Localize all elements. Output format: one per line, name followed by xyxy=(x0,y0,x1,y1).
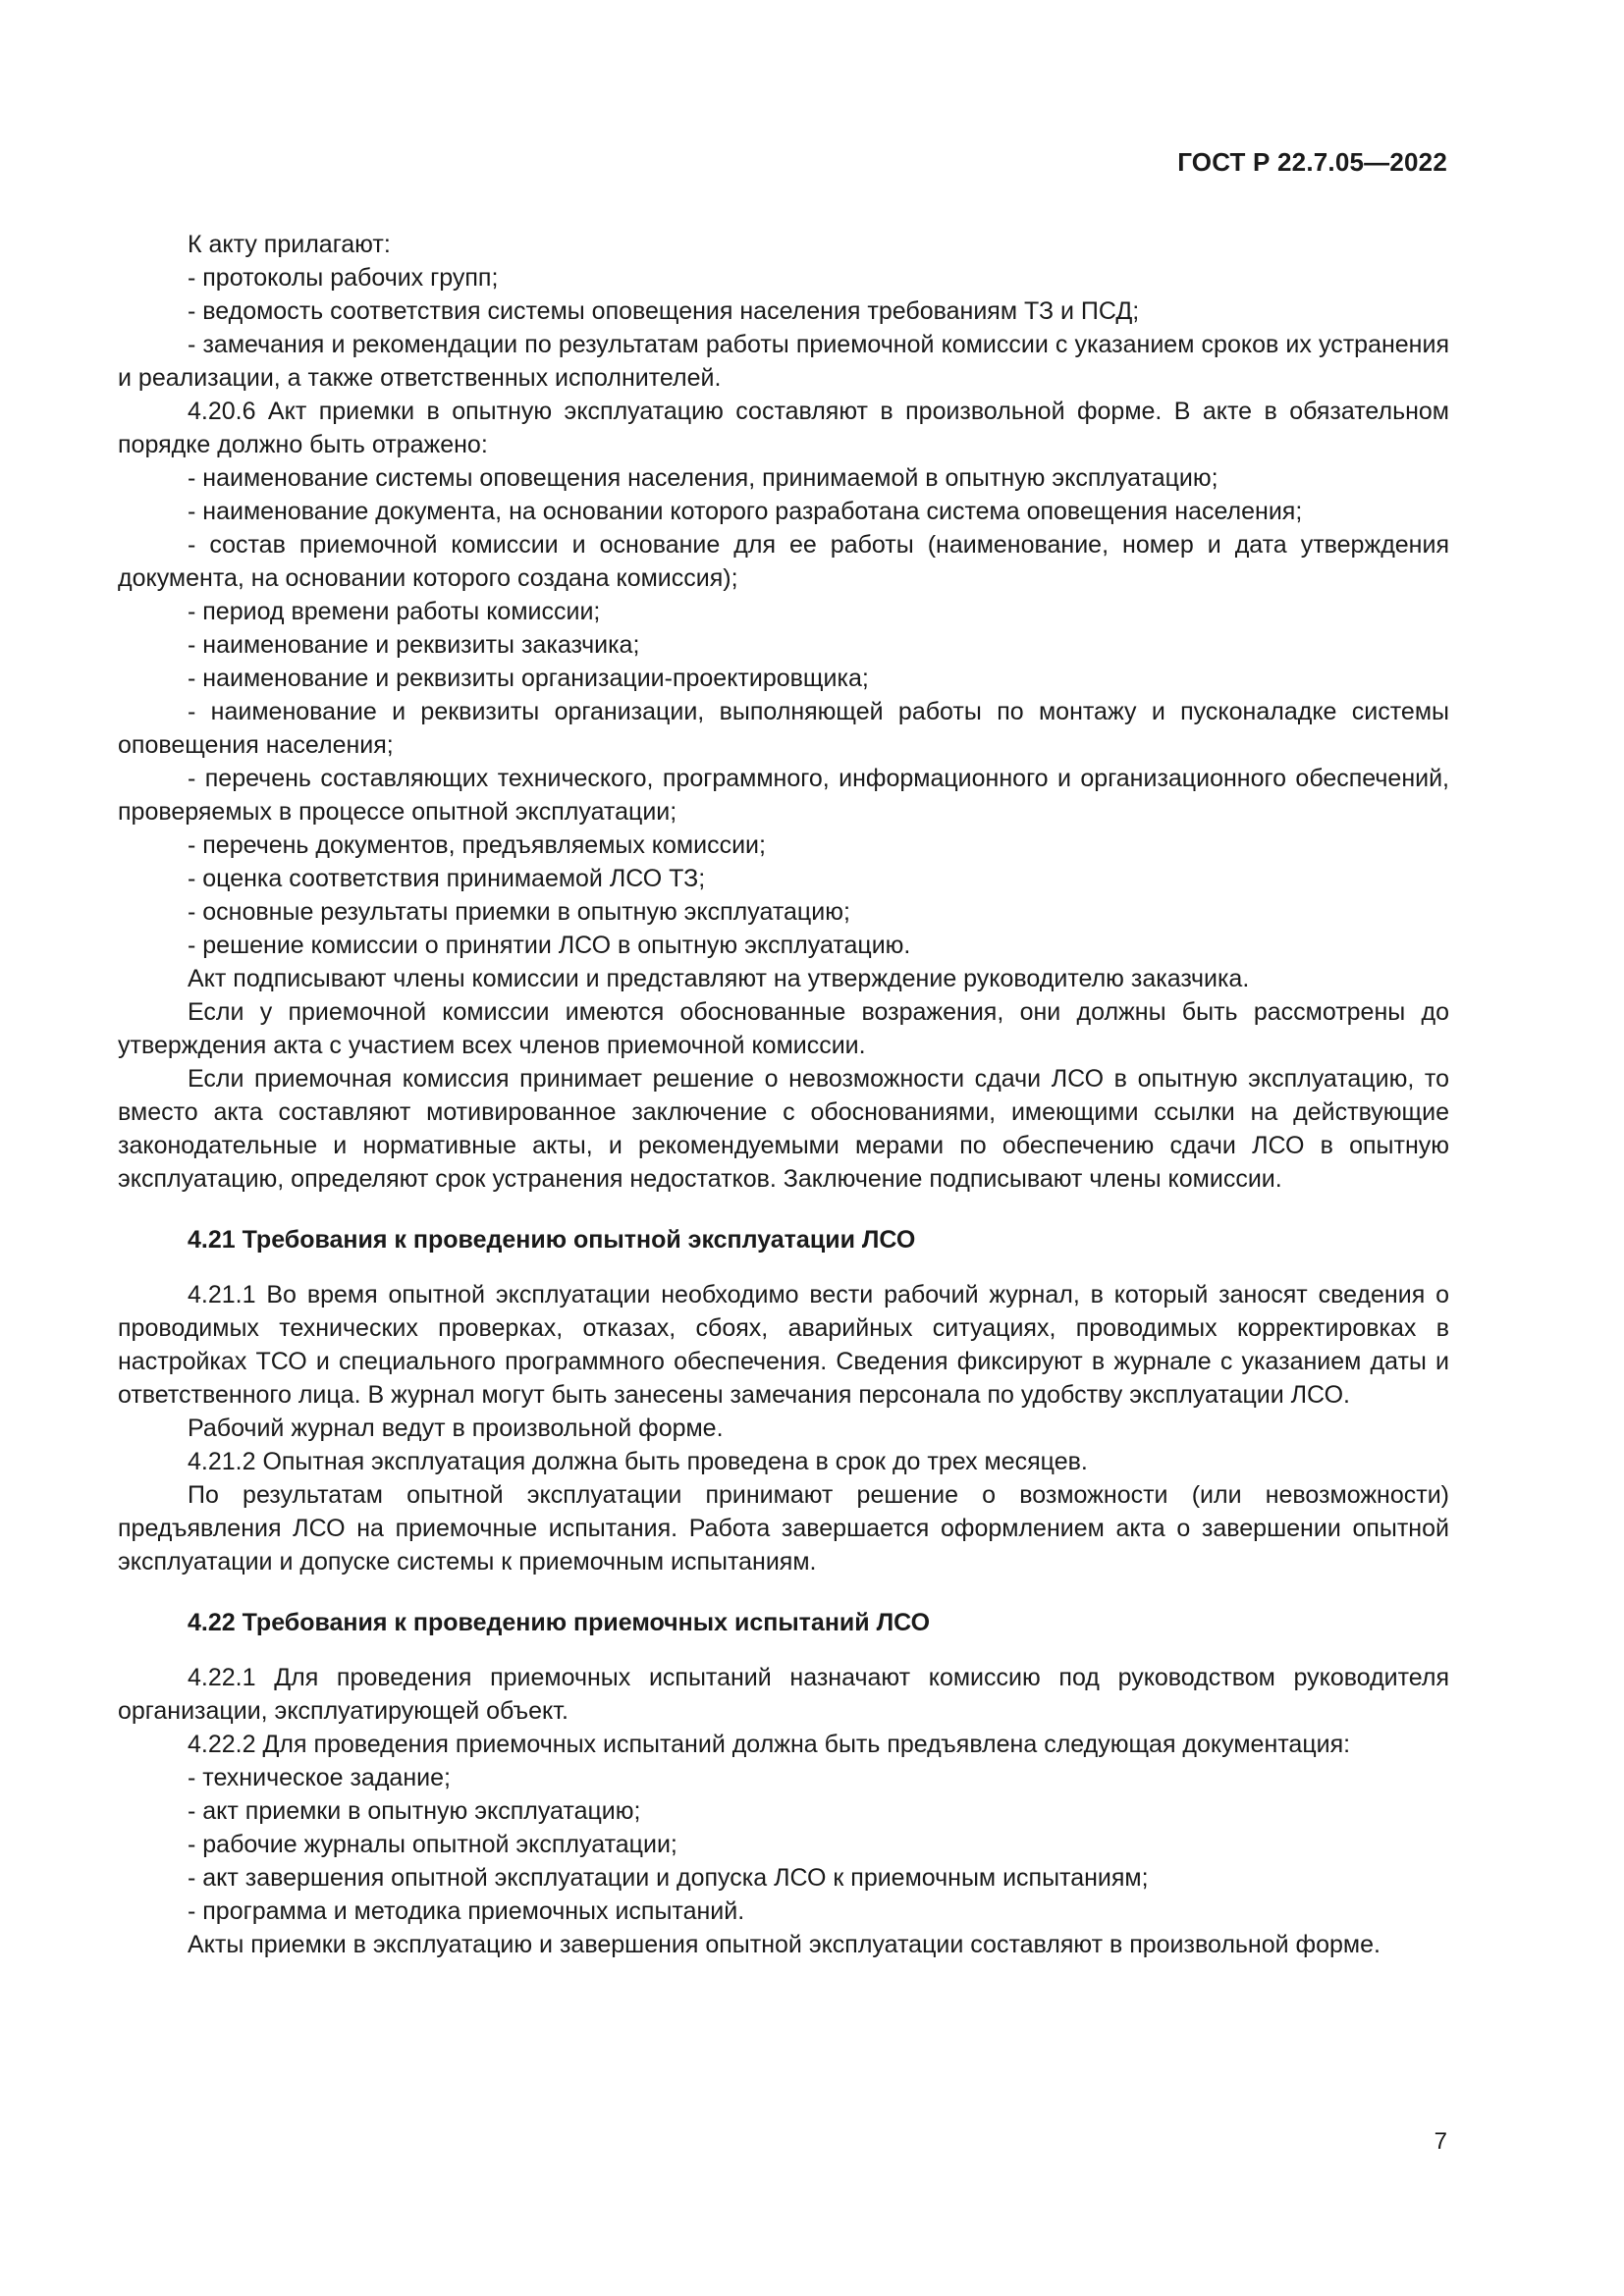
paragraph: Если у приемочной комиссии имеются обоснованные возражения, они должны быть рассмотрены до утверждения акта с участием всех членов приемочной комиссии. xyxy=(118,998,1449,1059)
page-number: 7 xyxy=(1434,2128,1447,2155)
paragraph: 4.21.2 Опытная эксплуатация должна быть проведена в срок до трех месяцев. xyxy=(188,1448,1088,1475)
paragraph: К акту прилагают: xyxy=(188,231,391,258)
list-item: - рабочие журналы опытной эксплуатации; xyxy=(188,1831,677,1858)
list-item: - программа и методика приемочных испытаний. xyxy=(188,1897,745,1925)
list-item: - наименование документа, на основании которого разработана система оповещения населения; xyxy=(188,498,1303,525)
paragraph: По результатам опытной эксплуатации принимают решение о возможности (или невозможности) предъявления ЛСО на приемочные испытания. Работа завершается оформлением акта о завершении опытной эксплуатации и допуске системы к приемочным испытаниям. xyxy=(118,1481,1449,1575)
paragraph: 4.22.2 Для проведения приемочных испытаний должна быть предъявлена следующая документация: xyxy=(188,1731,1351,1758)
list-item: - наименование системы оповещения населения, принимаемой в опытную эксплуатацию; xyxy=(188,464,1218,492)
list-item: - наименование и реквизиты организации, выполняющей работы по монтажу и пусконаладке системы оповещения населения; xyxy=(118,698,1449,759)
list-item: - ведомость соответствия системы оповещения населения требованиям ТЗ и ПСД; xyxy=(188,297,1140,325)
paragraph: Акт подписывают члены комиссии и представляют на утверждение руководителю заказчика. xyxy=(188,965,1250,992)
section-heading-4-21: 4.21 Требования к проведению опытной эксплуатации ЛСО xyxy=(188,1226,916,1254)
list-item: - акт завершения опытной эксплуатации и допуска ЛСО к приемочным испытаниям; xyxy=(188,1864,1149,1892)
list-item: - наименование и реквизиты организации-проектировщика; xyxy=(188,665,869,692)
list-item: - акт приемки в опытную эксплуатацию; xyxy=(188,1797,641,1825)
list-item: - протоколы рабочих групп; xyxy=(188,264,499,292)
paragraph: 4.20.6 Акт приемки в опытную эксплуатацию составляют в произвольной форме. В акте в обязательном порядке должно быть отражено: xyxy=(118,398,1449,458)
paragraph: 4.22.1 Для проведения приемочных испытаний назначают комиссию под руководством руководителя организации, эксплуатирующей объект. xyxy=(118,1664,1449,1725)
list-item: - техническое задание; xyxy=(188,1764,451,1791)
list-item: - перечень документов, предъявляемых комиссии; xyxy=(188,831,766,859)
paragraph: Рабочий журнал ведут в произвольной форме. xyxy=(188,1415,724,1442)
document-code-header: ГОСТ Р 22.7.05—2022 xyxy=(1177,147,1447,177)
list-item: - оценка соответствия принимаемой ЛСО ТЗ; xyxy=(188,865,706,892)
list-item: - перечень составляющих технического, программного, информационного и организационного обеспечений, проверяемых в процессе опытной эксплуатации; xyxy=(118,765,1449,826)
list-item: - наименование и реквизиты заказчика; xyxy=(188,631,640,659)
list-item: - замечания и рекомендации по результатам работы приемочной комиссии с указанием сроков их устранения и реализации, а также ответственных исполнителей. xyxy=(118,331,1449,392)
section-heading-4-22: 4.22 Требования к проведению приемочных испытаний ЛСО xyxy=(188,1609,931,1636)
list-item: - основные результаты приемки в опытную эксплуатацию; xyxy=(188,898,850,926)
list-item: - состав приемочной комиссии и основание для ее работы (наименование, номер и дата утверждения документа, на основании которого создана комиссия); xyxy=(118,531,1449,592)
list-item: - решение комиссии о принятии ЛСО в опытную эксплуатацию. xyxy=(188,932,911,959)
list-item: - период времени работы комиссии; xyxy=(188,598,601,625)
paragraph: Если приемочная комиссия принимает решение о невозможности сдачи ЛСО в опытную эксплуатацию, то вместо акта составляют мотивированное заключение с обоснованиями, имеющими ссылки на действующие законодательные и нормативные акты, и рекомендуемыми мерами по обеспечению сдачи ЛСО в опытную эксплуатацию, определяют срок устранения недостатков. Заключение подписывают члены комиссии. xyxy=(118,1065,1449,1193)
paragraph: 4.21.1 Во время опытной эксплуатации необходимо вести рабочий журнал, в который заносят сведения о проводимых технических проверках, отказах, сбоях, аварийных ситуациях, проводимых корректировках в настройках ТСО и специального программного обеспечения. Сведения фиксируют в журнале с указанием даты и ответственного лица. В журнал могут быть занесены замечания персонала по удобству эксплуатации ЛСО. xyxy=(118,1281,1449,1409)
page-body xyxy=(118,228,1449,1961)
paragraph: Акты приемки в эксплуатацию и завершения опытной эксплуатации составляют в произвольной форме. xyxy=(188,1931,1380,1958)
